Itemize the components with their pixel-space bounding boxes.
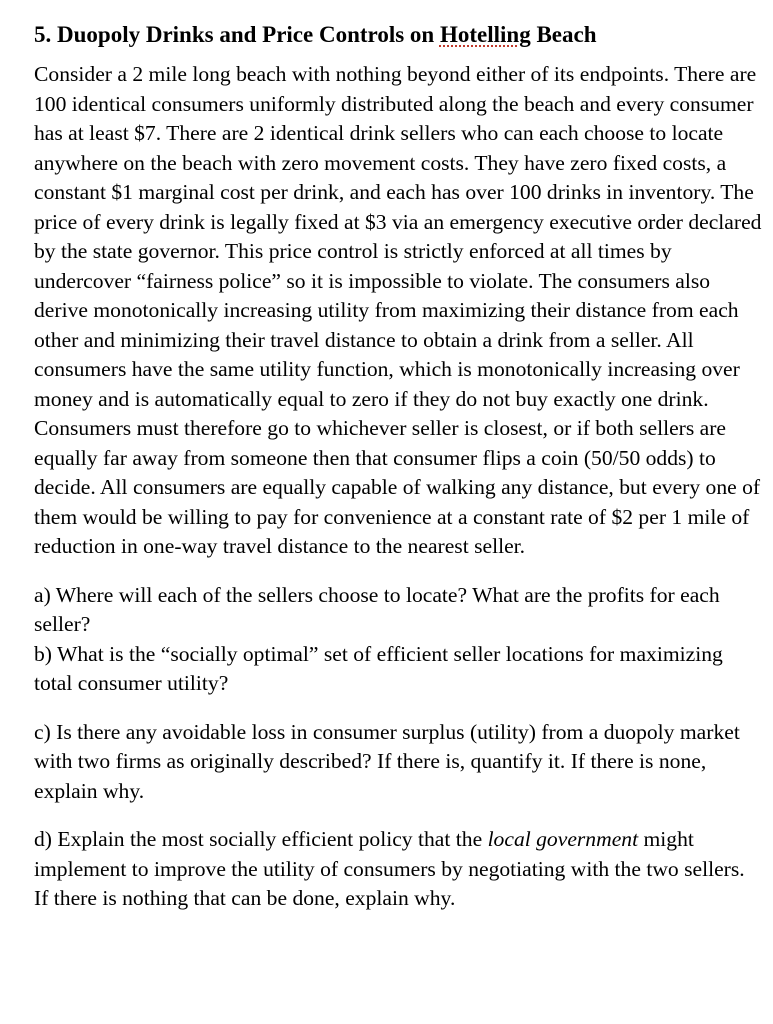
question-group-d: [34, 825, 764, 914]
title-suffix: Beach: [530, 22, 597, 47]
problem-title: [34, 20, 764, 50]
title-highlighted-word[interactable]: Hotelling: [439, 22, 531, 47]
question-group-ab: [34, 581, 764, 699]
question-d-emphasis: local government: [487, 827, 639, 851]
question-b: b) What is the “socially optimal” set of efficient seller locations for maximizing total consumer utility?: [34, 641, 723, 695]
title-prefix: 5. Duopoly Drinks and Price Controls on: [34, 22, 440, 47]
question-group-c: [34, 718, 764, 807]
question-d-before: d) Explain the most socially efficient policy that the: [34, 827, 488, 851]
question-c: c) Is there any avoidable loss in consumer surplus (utility) from a duopoly market with two firms as originally described? If there is, quantify it. If there is none, explain why.: [34, 719, 740, 803]
question-d-after: might implement to improve the utility of consumers by negotiating with the two sellers. If there is nothing that can be done, explain why.: [34, 827, 745, 910]
problem-page: [34, 20, 764, 933]
problem-intro: Consider a 2 mile long beach with nothing beyond either of its endpoints. There are 100 identical consumers uniformly distributed along the beach and every consumer has at least $7. There are 2 identical drink sellers who can each choose to locate anywhere on the beach with zero movement costs. They have zero fixed costs, a constant $1 marginal cost per drink, and each has over 100 drinks in inventory. The price of every drink is legally fixed at $3 via an emergency executive order declared by the state governor. This price control is strictly enforced at all times by undercover “fairness police” so it is impossible to violate. The consumers also derive monotonically increasing utility from maximizing their distance from each other and minimizing their travel distance to obtain a drink from a seller. All consumers have the same utility function, which is monotonically increasing over money and is automatically equal to zero if they do not buy exactly one drink. Consumers must therefore go to whichever seller is closest, or if both sellers are equally far away from someone then that consumer flips a coin (50/50 odds) to decide. All consumers are equally capable of walking any distance, but every one of them would be willing to pay for convenience at a constant rate of $2 per 1 mile of reduction in one-way travel distance to the nearest seller.: [34, 62, 762, 558]
question-a: a) Where will each of the sellers choose to locate? What are the profits for each seller?: [34, 582, 720, 636]
question-d: [34, 825, 764, 914]
